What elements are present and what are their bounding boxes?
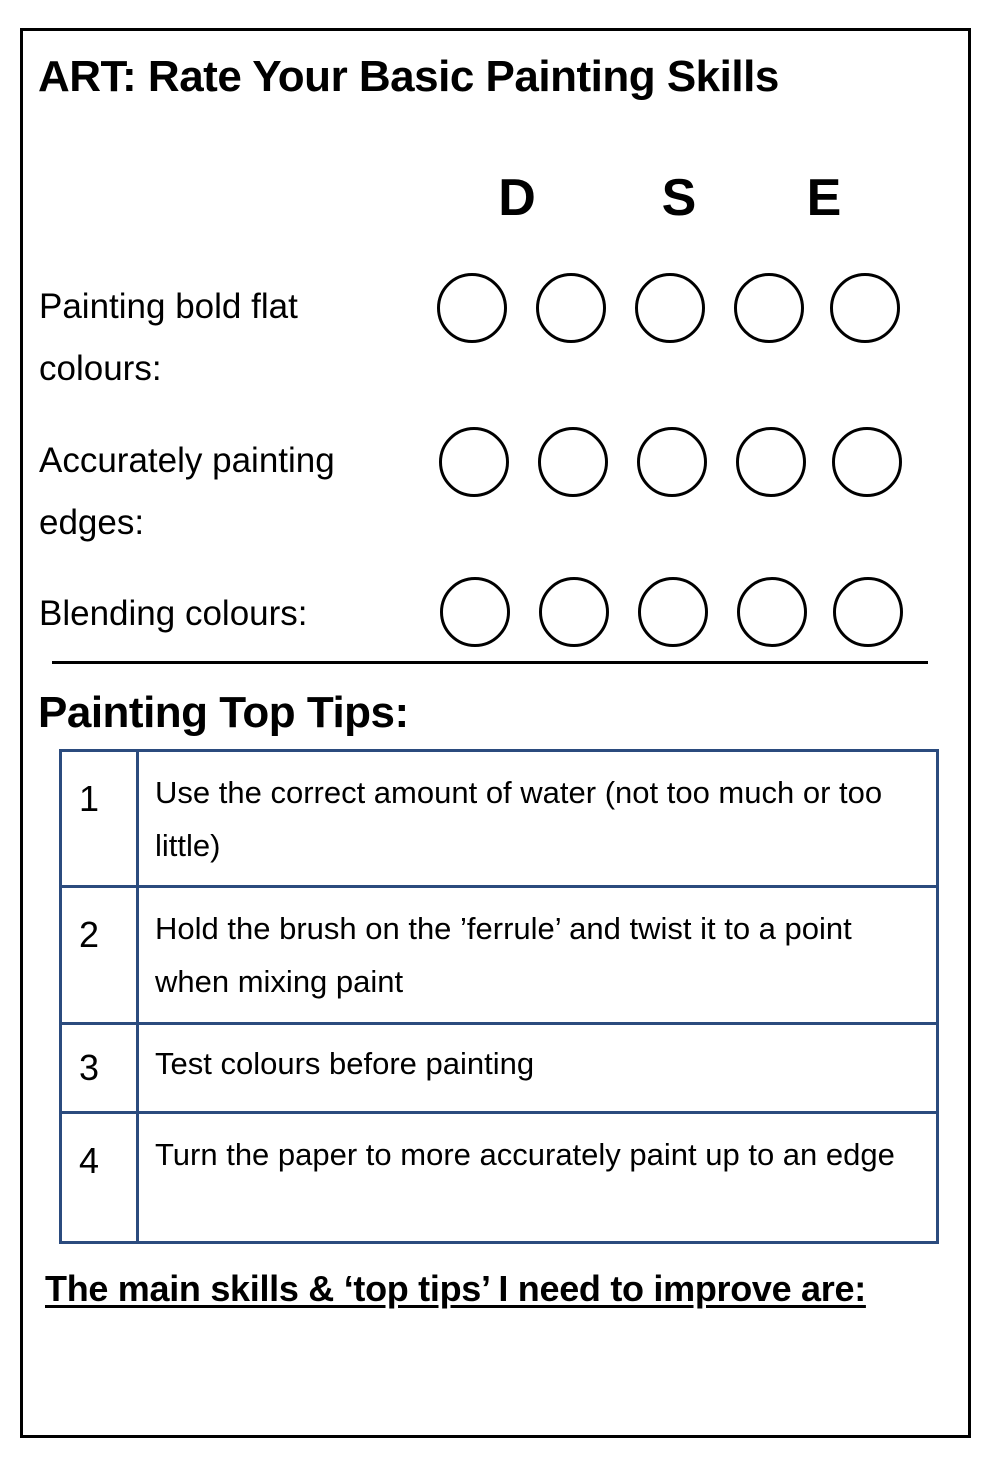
rating-circle-2[interactable]	[538, 427, 608, 497]
skill-label-blending: Blending colours:	[39, 594, 308, 633]
tip-row	[62, 1111, 936, 1241]
improvement-prompt: The main skills & ‘top tips’ I need to improve are:	[45, 1268, 866, 1309]
scale-letter-d: D	[498, 169, 536, 227]
tip-text: Hold the brush on the ’ferrule’ and twist it to a point when mixing paint	[155, 911, 852, 999]
tip-row	[62, 752, 936, 885]
rating-circle-3[interactable]	[635, 273, 705, 343]
tip-row	[62, 1022, 936, 1111]
rating-circle-5[interactable]	[830, 273, 900, 343]
rating-circle-5[interactable]	[833, 577, 903, 647]
rating-circle-3[interactable]	[637, 427, 707, 497]
rating-circle-4[interactable]	[736, 427, 806, 497]
tip-text: Test colours before painting	[155, 1046, 535, 1081]
rating-circle-3[interactable]	[638, 577, 708, 647]
tip-number: 4	[62, 1114, 139, 1241]
rating-circle-1[interactable]	[440, 577, 510, 647]
tip-number: 3	[62, 1025, 139, 1111]
tips-table	[59, 749, 939, 1244]
tip-number: 1	[62, 752, 139, 885]
scale-letter-e: E	[806, 169, 842, 227]
scale-letter-s: S	[661, 169, 697, 227]
tip-row	[62, 885, 936, 1022]
skill-label-accurate-edges: Accurately painting edges:	[39, 441, 335, 542]
rating-circle-2[interactable]	[539, 577, 609, 647]
rating-circle-5[interactable]	[832, 427, 902, 497]
section-divider	[52, 661, 928, 664]
page-title: ART: Rate Your Basic Painting Skills	[38, 52, 779, 101]
tip-text: Use the correct amount of water (not too much or too little)	[155, 775, 883, 863]
rating-circle-1[interactable]	[437, 273, 507, 343]
rating-circle-4[interactable]	[737, 577, 807, 647]
rating-circle-2[interactable]	[536, 273, 606, 343]
skill-label-flat-colours: Painting bold flat colours:	[39, 287, 298, 388]
tip-number: 2	[62, 888, 139, 1022]
tip-text: Turn the paper to more accurately paint up to an edge	[155, 1137, 895, 1172]
rating-circle-4[interactable]	[734, 273, 804, 343]
tips-title: Painting Top Tips:	[38, 688, 409, 737]
rating-circle-1[interactable]	[439, 427, 509, 497]
